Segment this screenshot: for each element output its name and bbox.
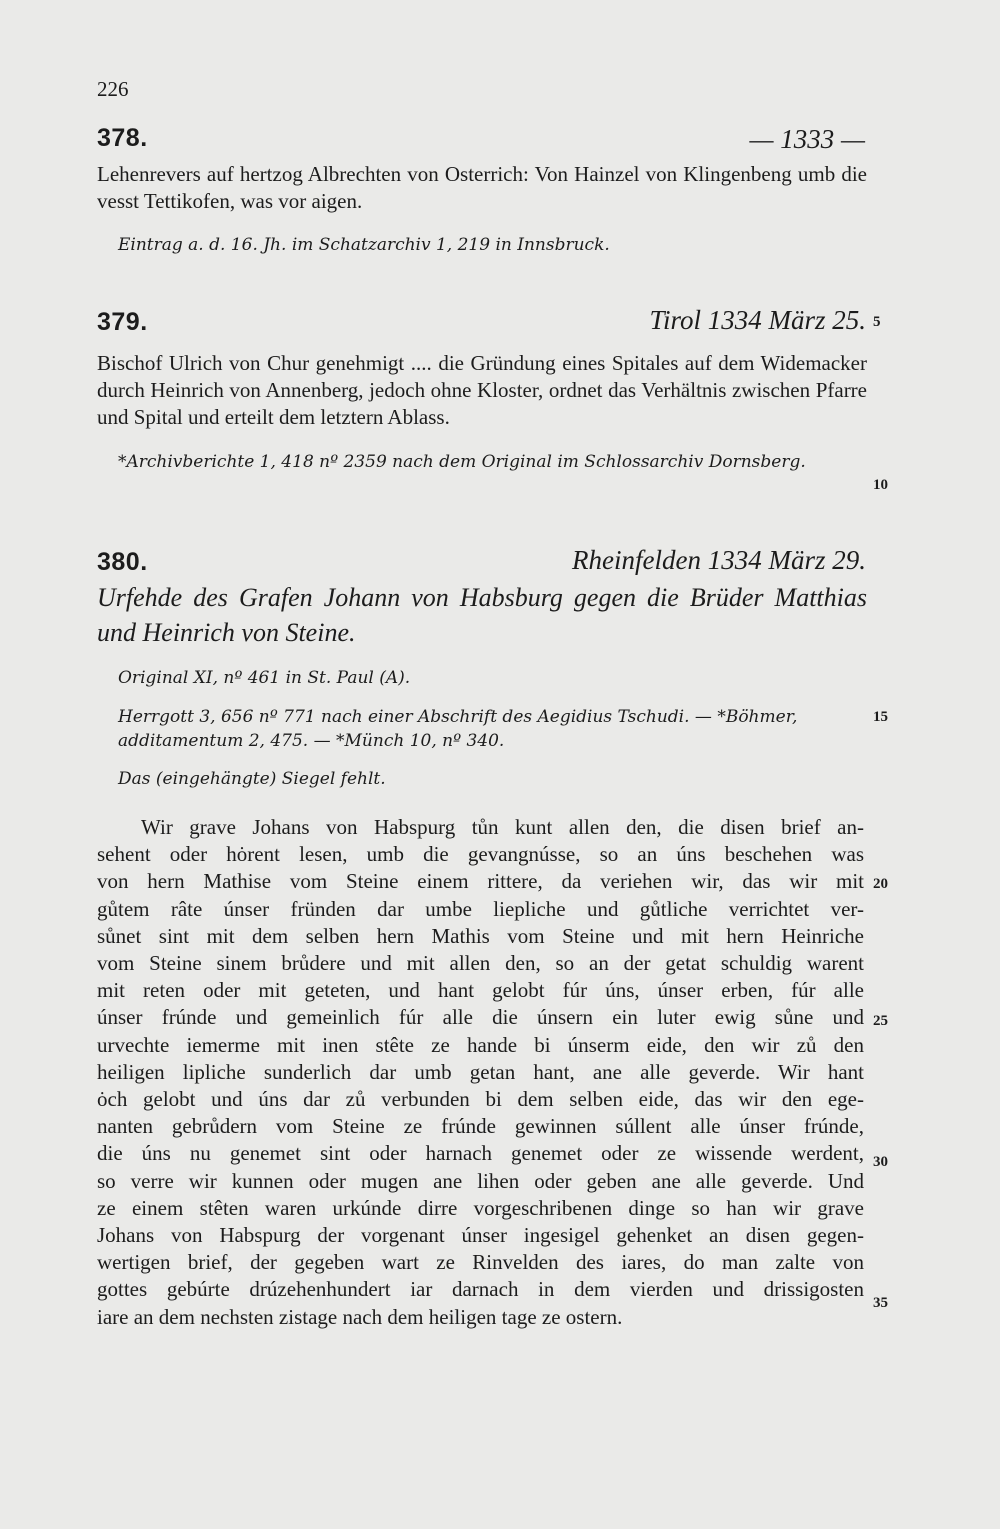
text-line: Wir grave Johans von Habspurg tůn kunt allen den, die disen brief an- (141, 815, 864, 839)
text-line: Johans von Habspurg der vorgenant únser ingesigel gehenket an disen gegen- (97, 1223, 864, 1248)
line-number-25: 25 (873, 1013, 888, 1029)
entry-378-number: 378. (97, 124, 148, 152)
text-line: ȯch gelobt und úns dar zů verbunden bi dem selben eide, das wir den ege- (97, 1087, 864, 1112)
entry-380-source-prints (118, 705, 848, 753)
entry-378-summary: Lehenrevers auf hertzog Albrechten von Osterrich: Von Hainzel von Klingenbeng umb die vesst Tettikofen, was vor aigen. (97, 162, 867, 213)
entry-380-source-seal: Das (eingehängte) Siegel fehlt. (118, 769, 386, 789)
text-line: mit reten oder mit geteten, und hant gelobt fúr úns, únser erben, fúr alle (97, 978, 864, 1003)
text-line: wertigen brief, der gegeben wart ze Rinvelden des iares, do man zalte von (97, 1250, 864, 1275)
entry-379-source: *Archivberichte 1, 418 nº 2359 nach dem Original im Schlossarchiv Dornsberg. (118, 452, 806, 472)
line-number-15: 15 (873, 709, 888, 725)
entry-380-source-prints-text: Herrgott 3, 656 nº 771 nach einer Abschrift des Aegidius Tschudi. — *Böhmer, additamentum 2, 475. — *Münch 10, nº 340. (118, 707, 798, 751)
entry-380-title: Urfehde des Grafen Johann von Habsburg gegen die Brüder Matthias und Heinrich von Steine. (97, 583, 867, 647)
text-line: iare an dem nechsten zistage nach dem heiligen tage ze ostern. (97, 1304, 623, 1329)
line-number-10: 10 (873, 477, 888, 493)
text-line: gottes gebúrte drúzehenhundert iar darnach in dem vierden und drissigosten (97, 1277, 864, 1302)
text-line: heiligen lipliche sunderlich dar umb getan hant, ane alle geverde. Wir hant (97, 1059, 864, 1084)
text-line: gůtem râte únser fründen dar umbe liepliche und gůtliche verrichtet ver- (97, 896, 864, 921)
text-line: urvechte iemerme mit inen stête ze hande bi únserm eide, den wir zů den (97, 1032, 864, 1057)
page-number: 226 (97, 77, 129, 101)
entry-380-date: Rheinfelden 1334 März 29. (572, 545, 866, 575)
entry-379-date: Tirol 1334 März 25. (649, 305, 866, 335)
text-line: von hern Mathise vom Steine einem rittere, da veriehen wir, das wir mit (97, 869, 864, 894)
entry-380-number: 380. (97, 548, 148, 576)
text-line: die úns nu genemet sint oder harnach genemet oder ze wissende werdent, (97, 1141, 864, 1166)
entry-378-source: Eintrag a. d. 16. Jh. im Schatzarchiv 1, 219 in Innsbruck. (118, 235, 610, 255)
text-line: vom Steine sinem brůdere und mit allen den, so an der getat schuldig warent (97, 951, 864, 976)
text-line: sehent oder hȯrent lesen, umb die gevangnússe, so an úns beschehen was (97, 842, 864, 867)
entry-379-number: 379. (97, 308, 148, 336)
text-line: sůnet sint mit dem selben hern Mathis vom Steine und mit hern Heinriche (97, 923, 864, 948)
text-line: ze einem stêten waren urkúnde dirre vorgeschribenen dinge so han wir grave (97, 1195, 864, 1220)
entry-379-summary: Bischof Ulrich von Chur genehmigt .... die Gründung eines Spitales auf dem Widemacker durch Heinrich von Annenberg, jedoch ohne Kloster, ordnet das Verhältnis zwischen Pfarre und Spital und erteilt dem letztern Ablass. (97, 351, 867, 429)
text-line: so verre wir kunnen oder mugen ane lihen oder geben ane alle geverde. Und (97, 1168, 864, 1193)
charter-text (97, 814, 864, 1331)
entry-380-source-original: Original XI, nº 461 in St. Paul (A). (118, 668, 411, 688)
text-line: nanten gebrůdern vom Steine ze frúnde gewinnen súllent alle únser frúnde, (97, 1114, 864, 1139)
line-number-30: 30 (873, 1154, 888, 1170)
line-number-20: 20 (873, 876, 888, 892)
line-number-35: 35 (873, 1295, 888, 1311)
text-line: únser frúnde und gemeinlich fúr alle die únsern ein luter ewig sůne und (97, 1005, 864, 1030)
entry-378-date: — 1333 — (749, 124, 865, 154)
line-number-5: 5 (873, 314, 881, 330)
